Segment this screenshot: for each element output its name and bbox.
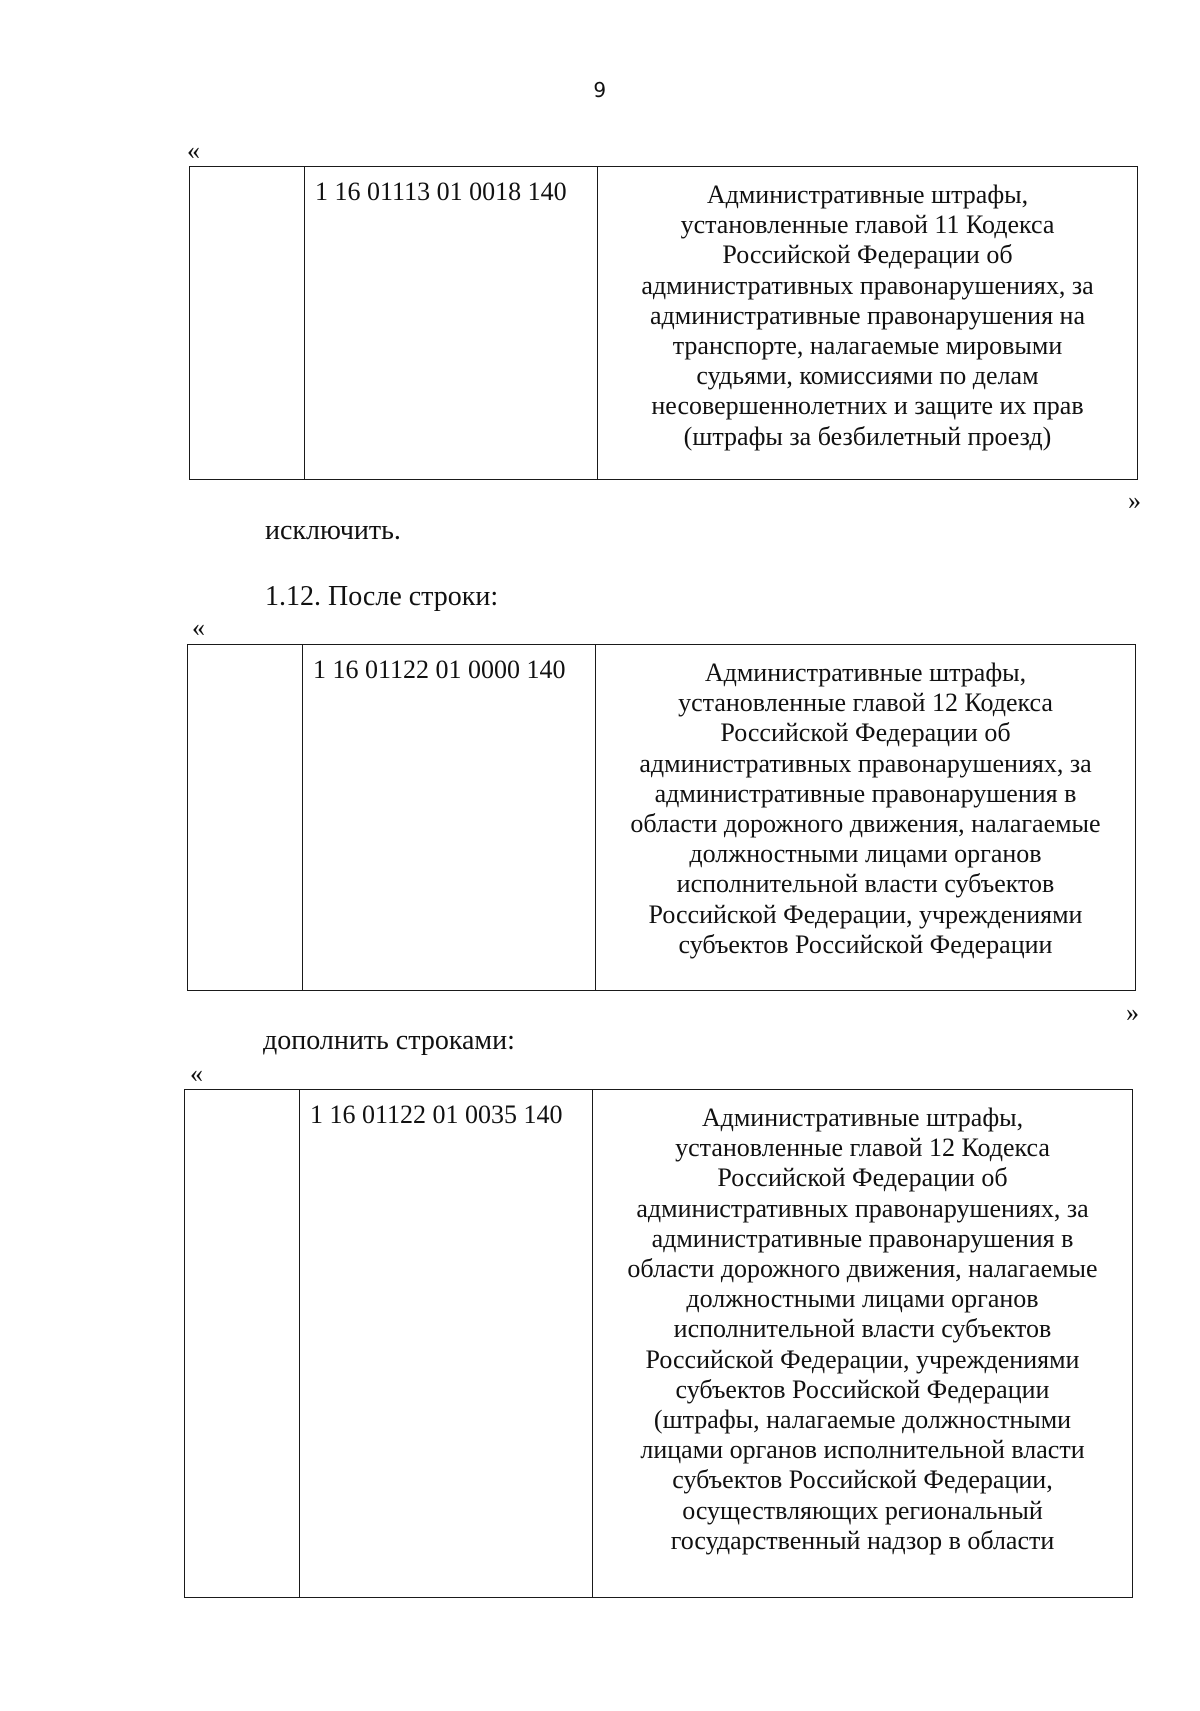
description-line: области дорожного движения, налагаемые (630, 809, 1101, 839)
opening-quote: « (192, 613, 205, 642)
closing-quote: » (1128, 486, 1141, 515)
description-line: административные правонарушения на (650, 300, 1085, 330)
description-line: субъектов Российской Федерации (675, 1374, 1050, 1404)
empty-cell (185, 1090, 300, 1598)
table-1 (189, 166, 1138, 480)
description-line: (штрафы за безбилетный проезд) (683, 421, 1052, 451)
description-line: административных правонарушениях, за (636, 1193, 1089, 1223)
opening-quote: « (190, 1059, 203, 1088)
table-3 (184, 1089, 1133, 1598)
description-line: должностными лицами органов (686, 1284, 1039, 1314)
description-line: должностными лицами органов (689, 839, 1042, 869)
table-2 (187, 644, 1136, 991)
description-line: установленные главой 11 Кодекса (680, 210, 1055, 240)
description-line: Административные штрафы, (704, 658, 1027, 687)
description-line: исполнительной власти субъектов (673, 1314, 1052, 1344)
description-line: установленные главой 12 Кодекса (675, 1133, 1050, 1163)
description-line: судьями, комиссиями по делам (696, 361, 1039, 391)
description-line: Российской Федерации об (720, 718, 1011, 748)
description-line: Административные штрафы, (701, 1103, 1024, 1132)
closing-quote: » (1126, 998, 1139, 1027)
paragraph-exclude: исключить. (265, 515, 401, 546)
table-row (188, 645, 1136, 991)
paragraph-supplement: дополнить строками: (263, 1025, 515, 1056)
description-line: государственный надзор в области (670, 1525, 1055, 1555)
budget-code: 1 16 01113 01 0018 140 (305, 167, 598, 480)
description-line: Российской Федерации об (722, 240, 1013, 270)
empty-cell (188, 645, 303, 991)
description-line: Административные штрафы, (706, 180, 1029, 209)
description-line: лицами органов исполнительной власти (640, 1435, 1085, 1465)
description-cell (593, 1090, 1133, 1598)
description-line: несовершеннолетних и защите их прав (651, 391, 1084, 421)
description-line: административных правонарушениях, за (639, 748, 1092, 778)
description-line: субъектов Российской Федерации (678, 929, 1053, 959)
description-line: Российской Федерации об (717, 1163, 1008, 1193)
table-row (185, 1090, 1133, 1598)
empty-cell (190, 167, 305, 480)
description-line: Российской Федерации, учреждениями (648, 899, 1083, 929)
budget-code: 1 16 01122 01 0000 140 (303, 645, 596, 991)
description-line: области дорожного движения, налагаемые (627, 1254, 1098, 1284)
description-cell (596, 645, 1136, 991)
description-line: субъектов Российской Федерации, (672, 1465, 1053, 1495)
description-line: транспорте, налагаемые мировыми (672, 331, 1063, 361)
description-line: осуществляющих региональный (682, 1495, 1043, 1525)
description-line: административные правонарушения в (651, 1223, 1074, 1253)
description-line: административных правонарушениях, за (641, 270, 1094, 300)
page-number: 9 (593, 78, 607, 102)
description-cell (598, 167, 1138, 480)
section-heading: 1.12. После строки: (265, 581, 499, 612)
description-line: исполнительной власти субъектов (676, 869, 1055, 899)
description-line: административные правонарушения в (654, 778, 1077, 808)
description-line: установленные главой 12 Кодекса (678, 688, 1053, 718)
budget-code: 1 16 01122 01 0035 140 (300, 1090, 593, 1598)
opening-quote: « (187, 136, 200, 165)
description-line: (штрафы, налагаемые должностными (653, 1405, 1072, 1435)
description-line: Российской Федерации, учреждениями (645, 1344, 1080, 1374)
table-row (190, 167, 1138, 480)
